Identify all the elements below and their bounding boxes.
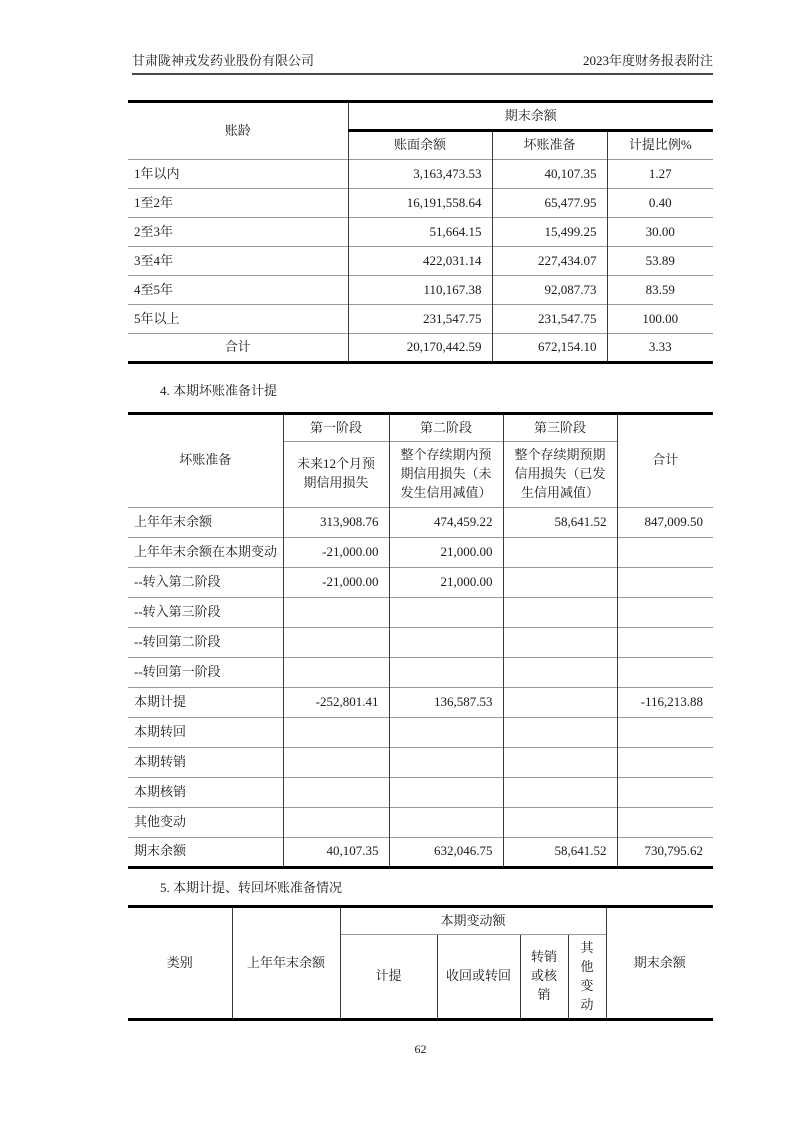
amount-cell	[617, 747, 713, 777]
row-label-cell: 1至2年	[128, 189, 348, 218]
amount-cell: 474,459.22	[389, 507, 503, 537]
stage1-header: 第一阶段	[283, 414, 389, 442]
amount-cell: 110,167.38	[348, 276, 492, 305]
table-row	[128, 627, 713, 657]
amount-cell	[617, 807, 713, 837]
aging-table	[128, 100, 713, 364]
amount-cell	[617, 627, 713, 657]
amount-cell	[389, 657, 503, 687]
table-total-row	[128, 334, 713, 363]
amount-cell: 15,499.25	[492, 218, 607, 247]
amount-cell	[503, 597, 617, 627]
section5-heading: 5. 本期计提、转回坏账准备情况	[160, 880, 343, 895]
table-header-row	[128, 907, 713, 935]
book-balance-column-header: 账面余额	[348, 131, 492, 160]
amount-cell	[503, 747, 617, 777]
provision-summary-table	[128, 905, 713, 1021]
table-row	[128, 218, 713, 247]
section4-heading: 4. 本期坏账准备计提	[160, 383, 278, 398]
amount-cell	[389, 777, 503, 807]
amount-cell	[617, 657, 713, 687]
amount-cell	[389, 807, 503, 837]
ratio-cell: 83.59	[607, 276, 713, 305]
amount-cell	[503, 657, 617, 687]
table-row	[128, 537, 713, 567]
prev-balance-column-header: 上年年末余额	[232, 907, 340, 1020]
ratio-cell: 0.40	[607, 189, 713, 218]
row-label-cell: --转入第二阶段	[128, 567, 283, 597]
amount-cell	[283, 807, 389, 837]
amount-cell	[503, 627, 617, 657]
amount-cell: 21,000.00	[389, 537, 503, 567]
table-row	[128, 777, 713, 807]
table-row	[128, 247, 713, 276]
table-row	[128, 507, 713, 537]
amount-cell: 92,087.73	[492, 276, 607, 305]
amount-cell	[389, 597, 503, 627]
amount-cell: 672,154.10	[492, 334, 607, 363]
amount-cell: -21,000.00	[283, 567, 389, 597]
amount-cell	[503, 687, 617, 717]
amount-cell: 231,547.75	[348, 305, 492, 334]
table-row	[128, 305, 713, 334]
amount-cell	[617, 537, 713, 567]
amount-cell	[389, 747, 503, 777]
amount-cell: 58,641.52	[503, 507, 617, 537]
amount-cell: 16,191,558.64	[348, 189, 492, 218]
table-row	[128, 597, 713, 627]
row-label-cell: --转回第一阶段	[128, 657, 283, 687]
ending-balance-group-header: 期末余额	[348, 102, 713, 131]
row-label-cell: 上年年末余额	[128, 507, 283, 537]
ratio-cell: 3.33	[607, 334, 713, 363]
row-label-cell: 2至3年	[128, 218, 348, 247]
amount-cell	[617, 717, 713, 747]
amount-cell	[503, 567, 617, 597]
stage3-description: 整个存续期预期信用损失（已发生信用减值）	[503, 442, 617, 508]
page-number: 62	[414, 1042, 427, 1056]
row-label-cell: 5年以上	[128, 305, 348, 334]
amount-cell: 65,477.95	[492, 189, 607, 218]
doc-title: 2023年度财务报表附注	[582, 53, 713, 68]
amount-cell	[503, 717, 617, 747]
amount-cell	[503, 777, 617, 807]
amount-cell: 136,587.53	[389, 687, 503, 717]
bad-debt-column-header: 坏账准备	[492, 131, 607, 160]
stage2-description: 整个存续期内预期信用损失（未发生信用减值）	[389, 442, 503, 508]
amount-cell: 847,009.50	[617, 507, 713, 537]
row-label-cell: 本期计提	[128, 687, 283, 717]
amount-cell	[617, 597, 713, 627]
accrual-column-header: 计提	[340, 935, 437, 1020]
page-header	[132, 52, 713, 75]
amount-cell	[503, 807, 617, 837]
amount-cell: -116,213.88	[617, 687, 713, 717]
amount-cell: 422,031.14	[348, 247, 492, 276]
amount-cell: 58,641.52	[503, 837, 617, 867]
ratio-column-header: 计提比例%	[607, 131, 713, 160]
ratio-cell: 53.89	[607, 247, 713, 276]
amount-cell: 313,908.76	[283, 507, 389, 537]
ratio-cell: 100.00	[607, 305, 713, 334]
row-label-cell: --转回第二阶段	[128, 627, 283, 657]
row-label-cell: 3至4年	[128, 247, 348, 276]
ending-balance-column-header: 期末余额	[606, 907, 713, 1020]
amount-cell	[389, 627, 503, 657]
amount-cell: 227,434.07	[492, 247, 607, 276]
total-column-header: 合计	[617, 414, 713, 508]
amount-cell	[283, 627, 389, 657]
aging-column-header: 账龄	[128, 102, 348, 160]
amount-cell: 40,107.35	[283, 837, 389, 867]
table-row	[128, 807, 713, 837]
amount-cell: 51,664.15	[348, 218, 492, 247]
row-label-cell: 本期核销	[128, 777, 283, 807]
amount-cell	[283, 717, 389, 747]
amount-cell: 20,170,442.59	[348, 334, 492, 363]
table-header-row	[128, 414, 713, 442]
stage2-header: 第二阶段	[389, 414, 503, 442]
stage3-header: 第三阶段	[503, 414, 617, 442]
recover-column-header: 收回或转回	[437, 935, 520, 1020]
row-label-cell: 期末余额	[128, 837, 283, 867]
amount-cell: 632,046.75	[389, 837, 503, 867]
amount-cell	[283, 777, 389, 807]
table-row	[128, 189, 713, 218]
table-row	[128, 567, 713, 597]
amount-cell	[389, 717, 503, 747]
total-label-cell: 合计	[128, 334, 348, 363]
table-row	[128, 657, 713, 687]
table-row	[128, 160, 713, 189]
provision-column-header: 坏账准备	[128, 414, 283, 508]
amount-cell: 231,547.75	[492, 305, 607, 334]
amount-cell: -21,000.00	[283, 537, 389, 567]
amount-cell	[283, 747, 389, 777]
row-label-cell: 4至5年	[128, 276, 348, 305]
ratio-cell: 30.00	[607, 218, 713, 247]
table-row	[128, 276, 713, 305]
table-row	[128, 687, 713, 717]
category-column-header: 类别	[128, 907, 232, 1020]
row-label-cell: 本期转销	[128, 747, 283, 777]
amount-cell	[617, 777, 713, 807]
company-name: 甘肃陇神戎发药业股份有限公司	[132, 53, 315, 68]
row-label-cell: --转入第三阶段	[128, 597, 283, 627]
row-label-cell: 上年年末余额在本期变动	[128, 537, 283, 567]
amount-cell	[617, 567, 713, 597]
amount-cell	[283, 657, 389, 687]
table-header-row	[128, 102, 713, 131]
row-label-cell: 其他变动	[128, 807, 283, 837]
row-label-cell: 本期转回	[128, 717, 283, 747]
amount-cell	[503, 537, 617, 567]
table-row	[128, 747, 713, 777]
amount-cell: 21,000.00	[389, 567, 503, 597]
amount-cell	[283, 597, 389, 627]
amount-cell: 3,163,473.53	[348, 160, 492, 189]
current-change-group-header: 本期变动额	[340, 907, 606, 935]
bad-debt-stage-table	[128, 412, 713, 869]
ratio-cell: 1.27	[607, 160, 713, 189]
amount-cell: -252,801.41	[283, 687, 389, 717]
table-row	[128, 717, 713, 747]
other-change-column-header: 其他变动	[568, 935, 606, 1020]
amount-cell: 730,795.62	[617, 837, 713, 867]
table-row	[128, 837, 713, 867]
amount-cell: 40,107.35	[492, 160, 607, 189]
stage1-description: 未来12个月预期信用损失	[283, 442, 389, 508]
writeoff-column-header: 转销或核销	[520, 935, 568, 1020]
row-label-cell: 1年以内	[128, 160, 348, 189]
